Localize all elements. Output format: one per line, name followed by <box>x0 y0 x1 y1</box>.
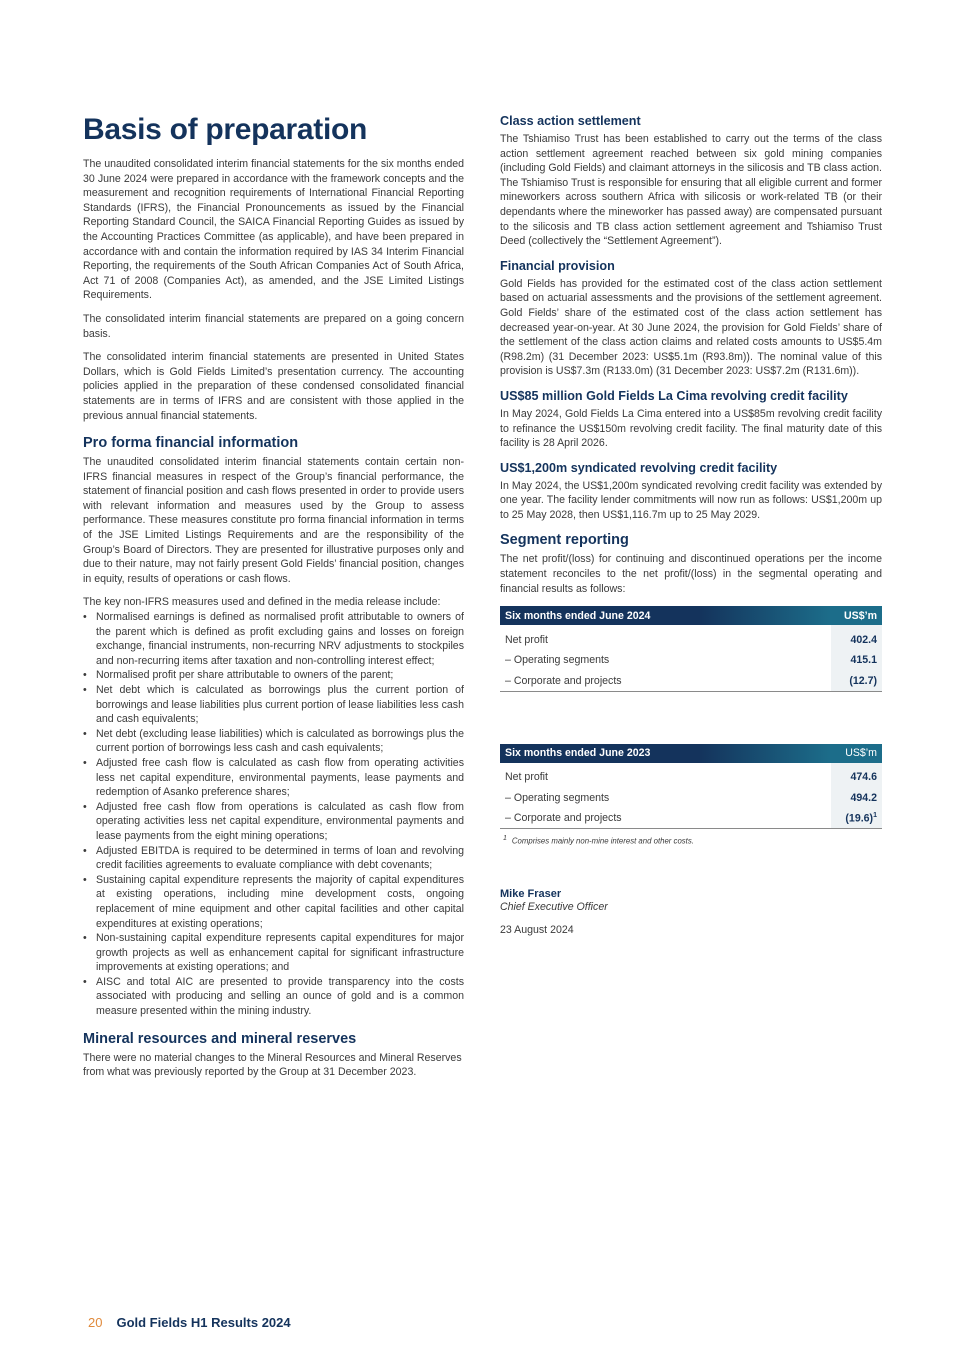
page-number: 20 <box>88 1315 103 1330</box>
syndicated-facility-heading: US$1,200m syndicated revolving credit facility <box>500 460 778 475</box>
publication-name: Gold Fields H1 Results <box>116 1315 259 1330</box>
table-row <box>500 763 882 788</box>
page-title: Basis of preparation <box>83 113 368 146</box>
list-item: • Non-sustaining capital expenditure represents capital expenditures for major growth projects as well as enhancement capital for significant infrastructure improvements at existing operations; and <box>83 931 464 975</box>
list-item: • Net debt which is calculated as borrowings plus the current portion of borrowings and lease liabilities plus current portion of lease liabilities less cash and cash equivalents; <box>83 683 464 727</box>
syndicated-facility-text: In May 2024, the US$1,200m syndicated revolving credit facility was extended by one year. The facility lender commitments will now run as follows: US$1,200m up to 25 May 2028, then US$1,116.7m up to 25 May 2029. <box>500 479 882 521</box>
pro-forma-heading: Pro forma financial information <box>83 435 299 452</box>
financial-provision-text: Gold Fields has provided for the estimated cost of the class action settlement based on actuarial assessments and the provisions of the settlement agreement. Gold Fields’ share of the estimated cost of the class action settlement has decreased year-on-year. At 30 June 2024, the provision for Gold Fields’ share of the settlement of the class action claims and related costs amounts to US$5.4m (R98.2m) (31 December 2023: US$5.1m (R93.8m)). The nominal value of this provision is US$7.3m (R133.0m) (31 December 2023: US$7.2m (R131.6m)). <box>500 277 882 378</box>
table-unit-header: US$’m <box>831 744 882 763</box>
pro-forma-paragraph: The unaudited consolidated interim financial statements contain certain non-IFRS financial measures in respect of the Group’s financial performance, the statement of financial position and cash flows presented in order to provide users with relevant information and measures used by the Group to assess performance. These measures constitute pro forma financial information in terms of the JSE Limited Listings Requirements and are the responsibility of the Group’s Board of Directors. They are presented for illustrative purposes only and due to their nature, may not fairly present Gold Fields’ financial position, changes in equity, results of operations or cash flows. <box>83 456 464 585</box>
intro-paragraph: The unaudited consolidated interim financial statements for the six months ended 30 June 2024 were prepared in accordance with the framework concepts and the measurement and recognition requirements of International Financial Reporting Standards (IFRS), the Financial Pronouncements as issued by the Financial Reporting Standard Council, the SAICA Financial Reporting Guides as issued by the Accounting Practices Committee (as applicable), and have been prepared in accordance with and contain the information required by IAS 34 Interim Financial Reporting, the requirements of the South African Companies Act of South Africa, Act 71 of 2008 (Companies Act), as amended, and the JSE Limited Listings Requirements. <box>83 158 464 302</box>
class-action-text: The Tshiamiso Trust has been established to carry out the terms of the class action settlement agreement reached between six gold mining companies (including Gold Fields) and claimant attorneys in the silicosis and TB class action. The Tshiamiso Trust is responsible for ensuring that all eligible current and former mineworkers across southern Africa with silicosis or work-related TB (or their dependants where the mineworker has passed away) are compensated pursuant to the silicosis and TB class action settlement agreement and Tshiamiso Trust Deed (collectively the “Settlement Agreement”). <box>500 133 882 248</box>
row-value: 415.1 <box>831 650 882 671</box>
table-unit-header: US$’m <box>831 606 882 625</box>
table-row <box>500 670 882 691</box>
row-value: (12.7) <box>831 670 882 691</box>
mineral-resources-heading: Mineral resources and mineral reserves <box>83 1030 357 1047</box>
row-label: Net profit <box>505 633 548 646</box>
table-row <box>500 808 882 829</box>
row-label: – Corporate and projects <box>500 808 831 829</box>
list-item: • Adjusted free cash flow from operations is calculated as cash flow from operating activities less net capital expenditure, environmental payments and lease payments from the eight mining operations; <box>83 800 464 844</box>
publication-year: 2024 <box>261 1315 291 1330</box>
table-row <box>500 625 882 650</box>
pro-forma-paragraph: The key non-IFRS measures used and defined in the media release include: <box>83 596 441 609</box>
table-header: Six months ended June 2023 <box>500 744 831 763</box>
signature-date: 23 August 2024 <box>500 923 574 936</box>
list-item: • Sustaining capital expenditure represents the majority of capital expenditures at existing operations, including mine development costs, ongoing replacement of mine equipment and other capital facilities and other capital expenditures at existing operations; <box>83 873 464 931</box>
right-column <box>500 113 882 936</box>
table-header: Six months ended June 2024 <box>500 606 831 625</box>
row-value-with-footnote <box>831 808 882 829</box>
list-item: • Normalised earnings is defined as normalised profit attributable to owners of the parent which is defined as profit excluding gains and losses on foreign exchange, financial instruments, non-recurring NRV adjustments to stockpiles and non-recurring items after taxation and non-controlling interest effect; <box>83 610 464 668</box>
la-cima-facility-text: In May 2024, Gold Fields La Cima entered into a US$85m revolving credit facility to refinance the US$150m revolving credit facility. The final maturity date of this facility is 28 April 2026. <box>500 407 882 450</box>
class-action-heading: Class action settlement <box>500 114 641 128</box>
row-value: 402.4 <box>831 625 882 650</box>
row-value: (19.6) <box>845 812 874 825</box>
signatory-title: Chief Executive Officer <box>500 900 608 913</box>
row-label: – Operating segments <box>505 654 610 666</box>
list-item: • Net debt (excluding lease liabilities) which is calculated as borrowings plus the current portion of borrowings less cash and cash equivalents; <box>83 727 464 756</box>
segment-reporting-heading: Segment reporting <box>500 532 629 549</box>
table-row <box>500 787 882 808</box>
row-value: 474.6 <box>831 763 882 788</box>
financial-provision-heading: Financial provision <box>500 258 615 273</box>
intro-paragraph: The consolidated interim financial statements are presented in United States Dollars, which is Gold Fields Limited’s presentation currency. The accounting policies applied in the preparation of these condensed consolidated financial statements are in terms of IFRS and are consistent with those applied in the previous annual financial statements. <box>83 351 464 422</box>
table-footnote <box>500 835 882 846</box>
segment-table-2024 <box>500 606 882 692</box>
la-cima-facility-heading: US$85 million Gold Fields La Cima revolving credit facility <box>500 388 848 403</box>
row-label: – Corporate and projects <box>500 670 831 691</box>
footnote-text: Comprises mainly non-mine interest and other costs. <box>511 836 694 846</box>
footnote-marker: 1 <box>873 811 877 819</box>
table-row <box>500 650 882 671</box>
list-item: • Adjusted EBITDA is required to be determined in terms of loan and revolving credit facilities agreements to evaluate compliance with debt covenants; <box>83 844 464 873</box>
list-item: • Adjusted free cash flow is calculated as cash flow from operating activities less net capital expenditure, environmental payments, lease payments and redemption of Asanko preference shares; <box>83 756 464 800</box>
intro-paragraph: The consolidated interim financial statements are prepared on a going concern basis. <box>83 312 464 340</box>
list-item: • AISC and total AIC are presented to provide transparency into the costs associated with producing and selling an ounce of gold and is a common measure presented within the mining industry. <box>83 975 464 1019</box>
segment-reporting-text: The net profit/(loss) for continuing and discontinued operations per the income statement reconciles to the net profit/(loss) in the segmental operating and financial results as follows: <box>500 553 882 595</box>
page-footer <box>88 1315 291 1330</box>
segment-table-2023 <box>500 744 882 830</box>
list-item: • Normalised profit per share attributable to owners of the parent; <box>83 668 464 683</box>
row-value: 494.2 <box>831 787 882 808</box>
non-ifrs-measures-list <box>83 610 464 1019</box>
footnote-marker: 1 <box>503 835 507 843</box>
left-column <box>83 113 464 1089</box>
signatory-name: Mike Fraser <box>500 887 562 900</box>
row-label: – Operating segments <box>505 791 610 804</box>
row-label: Net profit <box>505 771 548 783</box>
mineral-resources-text: There were no material changes to the Mineral Resources and Mineral Reserves from what was previously reported by the Group at 31 December 2023. <box>83 1051 462 1079</box>
